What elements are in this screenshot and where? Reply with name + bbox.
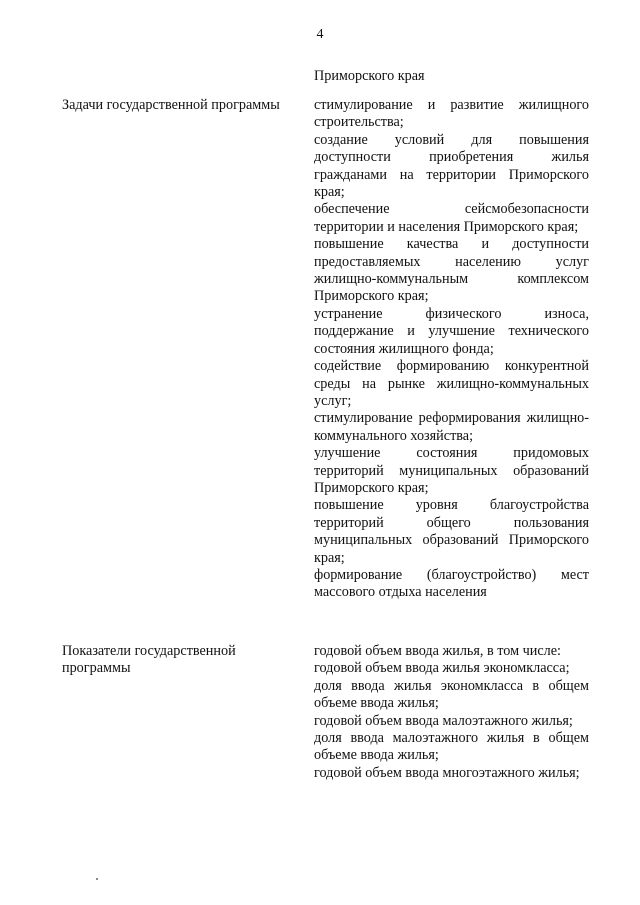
task-item: стимулирование реформирования жилищно-коммунального хозяйства; bbox=[314, 410, 589, 444]
continuation-text: Приморского края bbox=[314, 68, 425, 84]
task-item: формирование (благоустройство) мест массового отдыха населения bbox=[314, 566, 589, 601]
task-item: обеспечение сейсмобезопасности территории и населения Приморского края; bbox=[314, 201, 589, 235]
scan-speck bbox=[96, 878, 98, 880]
tasks-list bbox=[314, 97, 589, 602]
task-item: повышение качества и доступности предоставляемых населению услуг жилищно-коммунальным комплексом Приморского края; bbox=[314, 236, 589, 305]
task-item: устранение физического износа, поддержание и улучшение технического состояния жилищного фонда; bbox=[314, 305, 589, 357]
indicator-item: годовой объем ввода многоэтажного жилья; bbox=[314, 764, 580, 781]
task-item: улучшение состояния придомовых территорий муниципальных образований Приморского края; bbox=[314, 445, 589, 496]
indicators-label: Показатели государственной программы bbox=[62, 643, 236, 677]
task-item: стимулирование и развитие жилищного строительства; bbox=[314, 97, 589, 131]
task-item: создание условий для повышения доступности приобретения жилья гражданами на территории Приморского края; bbox=[314, 131, 589, 201]
page-number: 4 bbox=[316, 27, 324, 42]
indicator-item: годовой объем ввода жилья экономкласса; bbox=[314, 660, 570, 677]
indicators-list bbox=[314, 643, 589, 782]
task-item: повышение уровня благоустройства территорий общего пользования муниципальных образований Приморского края; bbox=[314, 497, 589, 566]
indicator-item: доля ввода жилья экономкласса в общем объеме ввода жилья; bbox=[314, 677, 589, 712]
task-item: содействие формированию конкурентной среды на рынке жилищно-коммунальных услуг; bbox=[314, 358, 589, 409]
indicator-item: доля ввода малоэтажного жилья в общем объеме ввода жилья; bbox=[314, 730, 589, 764]
indicator-item: годовой объем ввода малоэтажного жилья; bbox=[314, 712, 573, 729]
indicator-item: годовой объем ввода жилья, в том числе: bbox=[314, 643, 561, 659]
tasks-label: Задачи государственной программы bbox=[62, 97, 280, 113]
